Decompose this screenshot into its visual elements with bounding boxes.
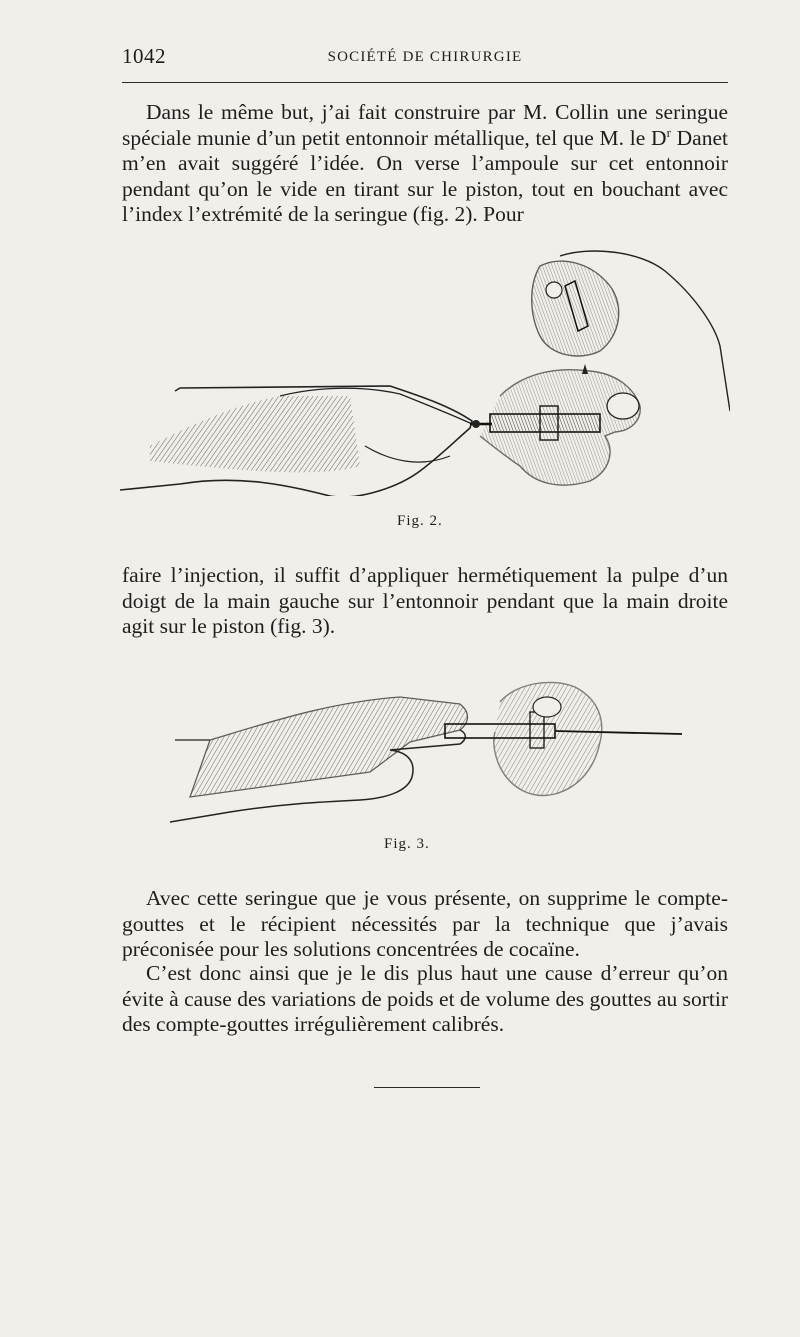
closing-rule [374, 1087, 480, 1088]
paragraph-3: Avec cette seringue que je vous présente, on supprime le compte-gouttes et le récipient nécessités par la technique que j’avais préconisée pour les solutions concentrées de cocaïne. [122, 886, 728, 962]
page-number: 1042 [122, 44, 166, 68]
paragraph-1-text-end: Danet m’en avait suggéré l’idée. On verse l’ampoule sur cet entonnoir pendant qu’on le vide en tirant sur le piston, tout en bouchant avec l’index l’extrémité de la seringue (fig. 2). Pour [122, 125, 728, 227]
page-header [122, 40, 728, 80]
paragraph-2: faire l’injection, il suffit d’appliquer hermétiquement la pulpe d’un doigt de la main gauche sur l’entonnoir pendant que la main droite agit sur le piston (fig. 3). [122, 563, 728, 639]
figure-3-caption: Fig. 3. [384, 836, 430, 852]
paragraph-1-text: Dans le même but, j’ai fait construire par M. Collin une seringue spéciale munie d’un petit entonnoir métallique, tel que M. le D [122, 100, 728, 150]
paragraph-1-superscript: r [666, 124, 671, 140]
figure-2-caption: Fig. 2. [397, 513, 443, 529]
running-head: SOCIÉTÉ DE CHIRURGIE [327, 49, 523, 65]
paragraph-4: C’est donc ainsi que je le dis plus haut une cause d’erreur qu’on évite à cause des variations de poids et de volume des gouttes au sortir des compte-gouttes irrégulièrement calibrés. [122, 961, 729, 1037]
figure-2-illustration [120, 246, 730, 496]
header-rule [122, 82, 728, 83]
figure-3-illustration [170, 662, 690, 830]
paragraph-1 [122, 100, 728, 228]
